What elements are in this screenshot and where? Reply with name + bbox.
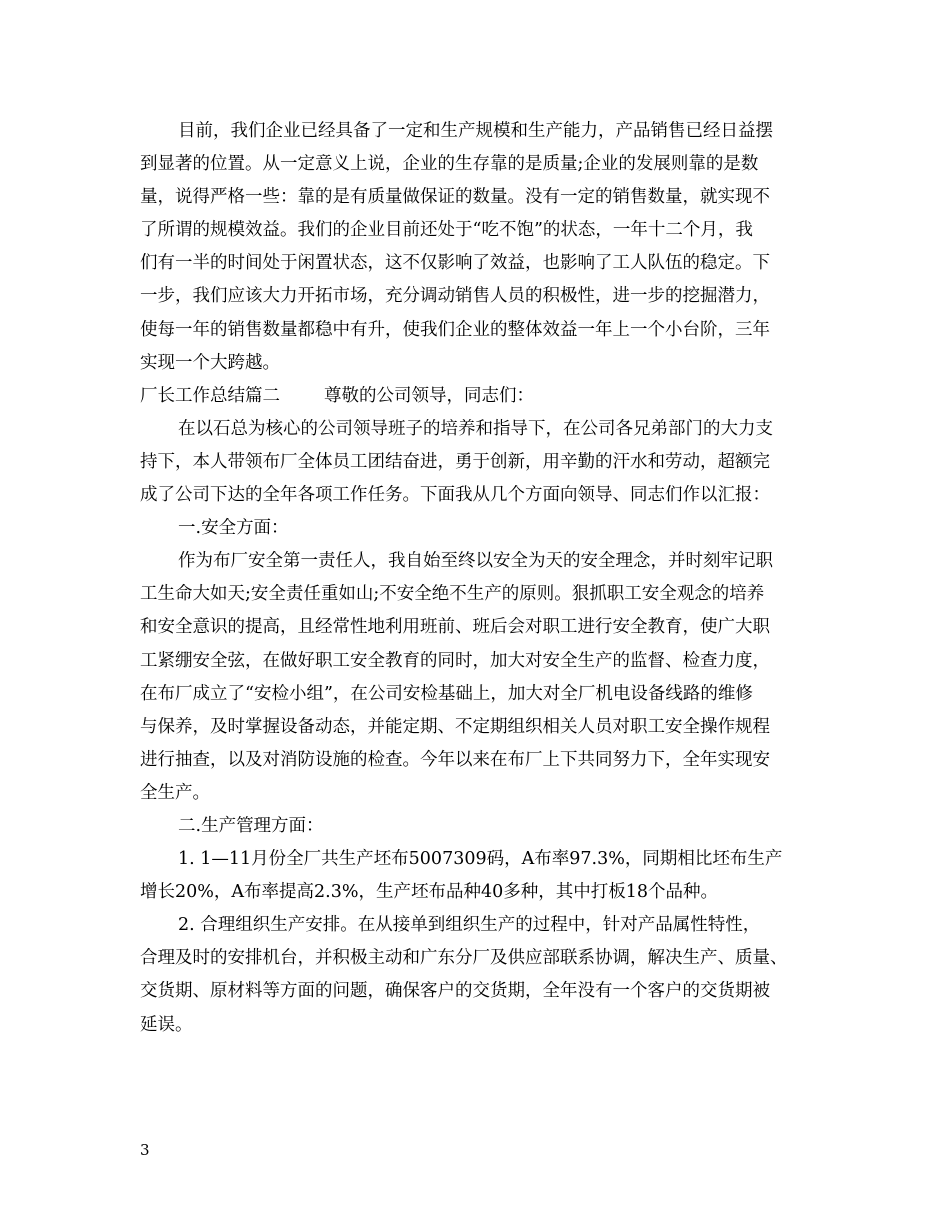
page-number: 3 xyxy=(140,1141,150,1159)
paragraph-line: 与保养，及时掌握设备动态，并能定期、不定期组织相关人员对职工安全操作规程 xyxy=(140,716,770,737)
paragraph-line: 在以石总为核心的公司领导班子的培养和指导下，在公司各兄弟部门的大力支 xyxy=(178,418,773,439)
list-item-line: 延误。 xyxy=(140,1014,193,1035)
paragraph-line: 持下，本人带领布厂全体员工团结奋进，勇于创新，用辛勤的汗水和劳动，超额完 xyxy=(140,451,770,472)
salutation: 尊敬的公司领导，同志们： xyxy=(324,385,534,406)
paragraph-line: 实现一个大跨越。 xyxy=(140,352,280,373)
subsection-heading: 二.生产管理方面： xyxy=(178,815,324,836)
list-item-line: 1. 1—11月份全厂共生产坯布5007309码，A布率97.3%，同期相比坯布生产 xyxy=(178,849,783,870)
paragraph-line: 全生产。 xyxy=(140,782,210,803)
paragraph-line: 工生命大如天;安全责任重如山;不安全绝不生产的原则。狠抓职工安全观念的培养 xyxy=(140,584,765,605)
document-body xyxy=(140,115,820,1042)
paragraph-line: 一步，我们应该大力开拓市场，充分调动销售人员的积极性，进一步的挖掘潜力， xyxy=(140,286,770,307)
paragraph-line: 了所谓的规模效益。我们的企业目前还处于“吃不饱”的状态，一年十二个月，我 xyxy=(140,220,753,241)
paragraph-line: 作为布厂安全第一责任人，我自始至终以安全为天的安全理念，并时刻牢记职 xyxy=(178,551,773,572)
list-item-line: 增长20%，A布率提高2.3%，生产坯布品种40多种，其中打板18个品种。 xyxy=(140,882,719,903)
paragraph-line: 和安全意识的提高，且经常性地利用班前、班后会对职工进行安全教育，使广大职 xyxy=(140,617,770,638)
list-item-line: 合理及时的安排机台，并积极主动和广东分厂及供应部联系协调，解决生产、质量、 xyxy=(140,948,788,969)
section-title: 厂长工作总结篇二 xyxy=(140,385,280,406)
paragraph-line: 们有一半的时间处于闲置状态，这不仅影响了效益，也影响了工人队伍的稳定。下 xyxy=(140,253,770,274)
paragraph-line: 量，说得严格一些：靠的是有质量做保证的数量。没有一定的销售数量，就实现不 xyxy=(140,187,770,208)
paragraph-line: 使每一年的销售数量都稳中有升，使我们企业的整体效益一年上一个小台阶，三年 xyxy=(140,319,770,340)
section-heading-line xyxy=(140,380,820,413)
paragraph-line: 进行抽查，以及对消防设施的检查。今年以来在布厂上下共同努力下，全年实现安 xyxy=(140,749,770,770)
list-item-line: 2. 合理组织生产安排。在从接单到组织生产的过程中，针对产品属性特性， xyxy=(178,915,761,936)
paragraph-line: 成了公司下达的全年各项工作任务。下面我从几个方面向领导、同志们作以汇报： xyxy=(140,485,770,506)
paragraph-line: 工紧绷安全弦，在做好职工安全教育的同时，加大对安全生产的监督、检查力度， xyxy=(140,650,770,671)
paragraph-line: 在布厂成立了“安检小组”，在公司安检基础上，加大对全厂机电设备线路的维修 xyxy=(140,683,753,704)
list-item-line: 交货期、原材料等方面的问题，确保客户的交货期，全年没有一个客户的交货期被 xyxy=(140,981,770,1002)
paragraph-line: 到显著的位置。从一定意义上说，企业的生存靠的是质量;企业的发展则靠的是数 xyxy=(140,154,759,175)
subsection-heading: 一.安全方面： xyxy=(178,518,289,539)
paragraph-line: 目前，我们企业已经具备了一定和生产规模和生产能力，产品销售已经日益摆 xyxy=(178,121,773,141)
